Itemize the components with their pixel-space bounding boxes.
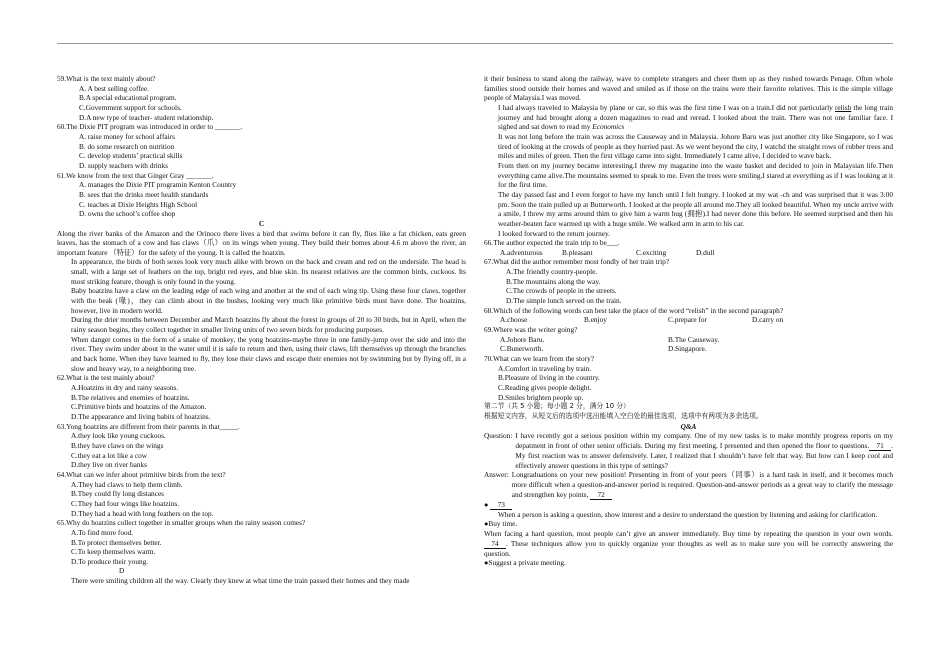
section-heading-c: C — [258, 218, 265, 228]
option-a: A. manages the Dixie PIT programin Kenton Country — [79, 180, 237, 190]
underlined-word: relish — [835, 102, 852, 112]
passage-paragraph: I had always traveled to Malaysia by plane or car, so this was the first time I was on a train.I did not particularly relish the long train journey and had brought along a dozen magazines to read and reread. I looked about the train. There was not one familiar face. I sighed and sat down to read my Economics — [498, 102, 893, 132]
question-stem: 68.Which of the following words can best take the place of the word “relish” in the second paragraph? — [484, 305, 784, 315]
option-b: B. do some research on nutrition — [79, 141, 175, 151]
bullet-icon: ● — [484, 519, 489, 529]
option-d: D.A new type of teacher- student relationship. — [79, 112, 214, 122]
section-two-title: 第二节（共 5 小题；每小题 2 分，满分 10 分） — [484, 402, 630, 411]
option-c: C.The crowds of people in the streets. — [506, 286, 617, 296]
question-stem: 60.The Dixie PIT program was introduced in order to _______. — [57, 122, 243, 132]
option-d: D.they live on river banks — [71, 460, 147, 470]
right-column — [484, 74, 893, 568]
passage-paragraph: The day passed fast and I even forgot to have my lunch until I felt hungry. I looked at my wat -ch and was surprised that it was 3:00 pm. Soon the train pulled up at Butterworth. I looked at the people all around me.They all looked beautiful. When my uncle arrive with a smile, I threw my arms around thim to give him a warm hug (拥抱).I had never done this before. He seemed surprised and then his weather-beaten face warmed up with a huge smile. We walked arm in arm to his car. — [498, 189, 893, 228]
option-b: B.To protect themselves better. — [71, 537, 162, 547]
option-a: A.Comfort in traveling by train. — [498, 363, 592, 373]
passage-paragraph: When danger comes in the form of a snake of monkey, the yong hoatzins-maybe three in one family-jump over the side and into the river. They swim under about in the water until it is safe to return and then, using their claws, lift themselves up through the branches and back home. When they have learned to fly, they lose their claws and escape their enemies not by swimming but by flying off, in a slow and heavy way, to a neighboring tree. — [71, 334, 466, 373]
passage-c — [57, 229, 466, 374]
passage-d — [484, 74, 893, 238]
option-b: B.they have claws on the wings — [71, 440, 164, 450]
answer-text: Longraduations on your new position! Presenting in front of your peers（同事）is a hard task in itself, and it becomes much more difficult when a question-and-answer period is required. Question-and-answer periods as a great way to clarify the message and strengthen key points, 72 — [511, 470, 893, 499]
blank-73: 73 — [490, 501, 512, 510]
bullet-icon: ● — [484, 499, 489, 509]
option-a: A.Hoatzins in dry and rainy seasons. — [71, 383, 179, 392]
answer-blank: ___. — [606, 238, 620, 248]
option-a: A.The friendly country-people. — [506, 267, 598, 277]
question-stem: 62.What is the test mainly about? — [57, 373, 155, 383]
question-64 — [57, 470, 466, 518]
question-69 — [484, 325, 893, 354]
answer-label: Answer: — [484, 470, 509, 480]
option-row — [484, 344, 893, 354]
question-stem: 70.What can we learn from the story? — [484, 354, 595, 364]
question-60 — [57, 122, 466, 170]
option-d: D.Singapore. — [668, 344, 707, 354]
question-stem: 66.The author expected the train trip to be___. — [484, 238, 620, 248]
option-b: B.Pleasure of living in the country. — [498, 373, 600, 383]
question-68 — [484, 306, 893, 325]
option-a: A.To find more food. — [71, 527, 134, 537]
option-c: C. develop students’ practical skills — [79, 151, 183, 161]
option-c: C.Reading gives people delight. — [498, 383, 592, 392]
option-a: A. raise money for school affairs — [79, 131, 175, 141]
passage-paragraph: Along the river banks of the Amazon and the Orinoco there lives a bird that swims before it can fly, flies like a fat chicken, eats green leaves, has the stomach of a cow and has claws（爪）on its wings when young. They build their homes about 4.6 m above the river, an important feature （特征）for the safety of the young. It is called the hoatzin. — [57, 228, 466, 257]
option-row — [484, 248, 893, 258]
option-c: C.prepare for — [668, 315, 707, 325]
question-label: Question: — [484, 431, 513, 441]
passage-paragraph: It was not long before the train was across the Causeway and in Malaysia. Johore Baru was just another city like Singapore, so I was tired of looking at the crowds of people as they hurried past. As we went beyond the city, I watchd the straight rows of rubber trees and miles and miles of green. Then the first village came into sight. Immediately I came alive, I decided to wave back. — [498, 131, 893, 161]
question-stem: 65.Why do hoatzins collect together in smaller groups when the rainy season comes? — [57, 518, 306, 528]
question-stem: 67.What did the author remember most fondly of her train trip? — [484, 257, 670, 267]
passage-paragraph: it their business to stand along the railway, wave to complete strangers and cheer them up as they rushed towards Penage. Often whole families stood outside their homes and waved and smiled as if those on the trains were their favorite relatives. This is the simple village people of Malaysia.I was moved. — [484, 74, 893, 103]
option-d: D. owns the school’s coffee shop — [79, 209, 176, 219]
option-c: C.They had four wings like hoatzins. — [71, 498, 180, 508]
option-d: D. supply teachers with drinks — [79, 160, 168, 170]
question-66 — [484, 238, 893, 257]
passage-paragraph: In appearance, the birds of both sexes look very much alike with brown on the back and cream and red on the underside. The head is small, with a large set of feathers on the top, bright red eyes, and blue skin. Its nearest relatives are the common birds, cuckoos. Its most striking feature, though is only found in the young. — [71, 257, 466, 286]
option-c: C.Bunerworth. — [500, 344, 544, 354]
paragraph-74: When facing a hard question, most people can’t give an answer immediately. Buy time by repeating the question in your own words. 74 . These techniques allow you to quickly organize your thoughts as well as to make sure you will be correctly answering the question. — [484, 528, 893, 558]
bullet-private-meeting: ●Suggest a private meeting. — [484, 558, 566, 568]
option-d: D.Smiles brighten people up. — [498, 392, 584, 402]
passage-paragraph: Baby hoatzins have a claw on the leading edge of each wing and another at the end of each wing tip. Using these four claws, together with the beak (喙)，they can climb about in the bushes, looking very much like primitive birds must have done. The hoatzins, however, live in modern world. — [71, 286, 466, 315]
question-text: I have recently got a serious position within my company. One of my new tasks is to make monthly progress reports on my depatment in front of other senior officials. During my first meeting, I presented and then opened the floor to questions. 71 . My first reaction was to answer defensively. Later, I realized that I shouldn’t have felt that way. But how can I keep cool and effectively answer questions in this type of settings? — [515, 431, 893, 470]
option-c: C. teaches at Dixie Heights High School — [79, 199, 198, 209]
option-a: A.Johore Baru. — [500, 334, 545, 344]
option-b: B.The relatives and enemies of hoatzins. — [71, 392, 190, 402]
bullet-73 — [484, 500, 893, 510]
question-70 — [484, 354, 893, 402]
question-61 — [57, 171, 466, 219]
option-b: B.enjoy — [584, 315, 607, 325]
option-a: A.They had claws to help them climb. — [71, 479, 183, 489]
option-a: A.they look like young cuckoos. — [71, 431, 166, 441]
blank-72: 72 — [590, 491, 612, 500]
option-c: C.Primitive birds and hoatzins of the Amazon. — [71, 402, 207, 412]
option-d: D.The appearance and living babits of hoatzins. — [71, 411, 211, 421]
header-rule — [57, 43, 893, 44]
option-row — [484, 315, 893, 325]
option-b: B.A special educational program. — [79, 93, 177, 103]
question-65 — [57, 518, 466, 566]
answer-blank: _______. — [214, 122, 243, 132]
blank-71: 71 — [869, 442, 891, 451]
answer-block — [484, 470, 893, 499]
option-row — [484, 335, 893, 345]
option-a: A.adventurous — [500, 247, 543, 257]
option-b: B.pleasant — [562, 247, 593, 257]
option-b: B.The Causeway. — [668, 334, 720, 344]
paragraph-73: When a person is asking a question, show interest and a desire to understand the question by listening and asking for clarification. — [498, 509, 878, 519]
left-column — [57, 74, 466, 586]
bullet-icon: ● — [484, 558, 489, 568]
option-d: D.dull — [696, 247, 715, 257]
passage-paragraph: From then on my journey became interesting.I threw my magazine into the waste basket and decided to join in Malaysian life.Then everything came alive.The mountains seemed to speak to me. Even the trees were smiling.I stared at everything as if I was looking at it for the first time. — [498, 160, 893, 190]
section-two-instructions: 根据短文内容，从短文后的选项中选出能填入空白处的最佳选项，选项中有两项为多余选项。 — [484, 411, 763, 420]
option-d: D.They had a head with long feathers on the top. — [71, 508, 214, 518]
option-b: B.The mountains along the way. — [506, 276, 601, 286]
question-63 — [57, 422, 466, 470]
option-d: D.The simple lunch served on the train. — [506, 296, 622, 306]
question-stem: 69.Where was the writer going? — [484, 325, 578, 335]
magazine-title: Economics — [592, 122, 625, 132]
option-c: C.they eat a lot like a cow — [71, 450, 147, 460]
question-stem: 59.What is the text mainly about? — [57, 74, 156, 83]
option-c: C.exciting — [636, 247, 667, 257]
question-stem: 64.What can we infer about primitive birds from the text? — [57, 469, 226, 479]
answer-blank: _____. — [219, 421, 240, 431]
qa-title: Q&A — [680, 421, 697, 431]
option-a: A. A best selling coffee. — [79, 83, 149, 93]
question-62 — [57, 373, 466, 421]
passage-paragraph: During the drier months between December and March hoatzins fly about the forest in groups of 20 to 30 birds, but in April, when the rainy season begins, they collect together in smaller living units of two seven birds for producing purposes. — [71, 315, 466, 335]
option-b: B.They could fly long distances — [71, 489, 165, 499]
passage-d-start: There were smiling children all the way. Clearly they knew at what time the train passed their homes and they made — [71, 576, 410, 586]
question-59 — [57, 74, 466, 122]
question-stem: 61.We know from the text that Ginger Gray _______. — [57, 170, 214, 180]
option-d: D.To produce their young. — [71, 556, 149, 566]
question-block — [484, 431, 893, 470]
option-a: A.choose — [500, 315, 528, 325]
option-b: B. sees that the drinks meet health standards — [79, 189, 209, 199]
option-c: C.To keep themselves warm. — [71, 547, 156, 557]
question-stem: 63.Yong hoatzins are different from their parents in that_____. — [57, 421, 240, 431]
option-d: D.carry on — [752, 315, 784, 325]
section-heading-d: D — [119, 566, 125, 576]
option-c: C.Government support for schools. — [79, 102, 182, 112]
question-67 — [484, 257, 893, 305]
passage-paragraph: I looked forward to the return journey. — [498, 228, 610, 238]
bullet-buy-time: ●Buy time. — [484, 519, 518, 529]
blank-74: 74 — [484, 540, 506, 549]
